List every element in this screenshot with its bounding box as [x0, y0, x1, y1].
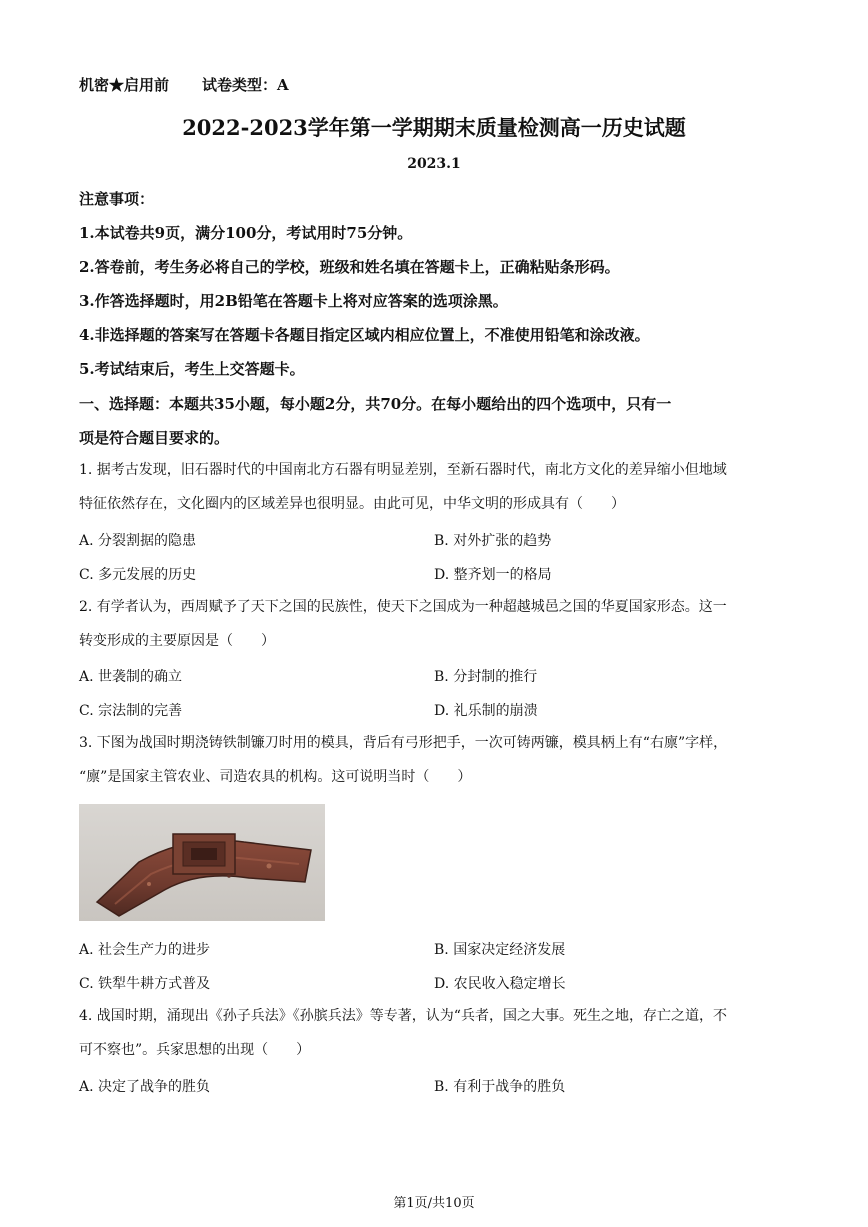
paper-type: 试卷类型：A: [202, 76, 289, 94]
notes-heading: 注意事项：: [79, 190, 155, 208]
question-1-option-d: D. 整齐划一的格局: [434, 567, 552, 583]
section-heading-cont: 项是符合题目要求的。: [79, 429, 230, 447]
question-3-option-a: A. 社会生产力的进步: [79, 942, 211, 958]
question-3-line-1: 3. 下图为战国时期浇铸铁制镰刀时用的模具，背后有弓形把手，一次可铸两镰，模具柄上有“右廪”字样，: [79, 735, 728, 751]
question-2-option-a: A. 世袭制的确立: [79, 669, 183, 685]
question-3-line-2: “廪”是国家主管农业、司造农具的机构。这可说明当时（ ）: [79, 769, 472, 785]
question-1-line-2: 特征依然存在，文化圈内的区域差异也很明显。由此可见，中华文明的形成具有（ ）: [79, 496, 625, 512]
exam-date: 2023.1: [407, 156, 461, 172]
question-3-option-b: B. 国家决定经济发展: [434, 942, 566, 958]
note-item: 1.本试卷共9页，满分100分，考试用时75分钟。: [79, 224, 413, 242]
question-1-option-b: B. 对外扩张的趋势: [434, 533, 552, 549]
question-4-line-2: 可不察也”。兵家思想的出现（ ）: [79, 1042, 311, 1058]
section-heading: 一、选择题：本题共35小题，每小题2分，共70分。在每小题给出的四个选项中，只有一: [79, 395, 672, 413]
note-item: 5.考试结束后，考生上交答题卡。: [79, 360, 305, 378]
question-4-line-1: 4. 战国时期，涌现出《孙子兵法》《孙膑兵法》等专著，认为“兵者，国之大事。死生之地，存亡之道，不: [79, 1008, 727, 1024]
sickle-mold-photo: [79, 804, 325, 921]
question-3-option-c: C. 铁犁牛耕方式普及: [79, 976, 211, 992]
question-1-line-1: 1. 据考古发现，旧石器时代的中国南北方石器有明显差别，至新石器时代，南北方文化的差异缩小但地域: [79, 462, 727, 478]
question-2-option-b: B. 分封制的推行: [434, 669, 538, 685]
question-2-line-1: 2. 有学者认为，西周赋予了天下之国的民族性，使天下之国成为一种超越城邑之国的华夏国家形态。这一: [79, 599, 727, 615]
question-2-option-d: D. 礼乐制的崩溃: [434, 703, 538, 719]
question-4-option-a: A. 决定了战争的胜负: [79, 1079, 211, 1095]
question-2-option-c: C. 宗法制的完善: [79, 703, 183, 719]
secret-label: 机密★启用前: [79, 76, 170, 94]
question-3-option-d: D. 农民收入稳定增长: [434, 976, 566, 992]
page-title: 2022-2023学年第一学期期末质量检测高一历史试题: [182, 115, 686, 140]
question-2-line-2: 转变形成的主要原因是（ ）: [79, 633, 275, 649]
note-item: 2.答卷前，考生务必将自己的学校，班级和姓名填在答题卡上，正确粘贴条形码。: [79, 258, 620, 276]
question-1-option-a: A. 分裂割据的隐患: [79, 533, 197, 549]
page-number: 第1页/共10页: [393, 1196, 475, 1211]
question-4-option-b: B. 有利于战争的胜负: [434, 1079, 566, 1095]
note-item: 3.作答选择题时，用2B铅笔在答题卡上将对应答案的选项涂黑。: [79, 292, 508, 310]
sickle-mold-illustration: [79, 804, 325, 921]
question-1-option-c: C. 多元发展的历史: [79, 567, 197, 583]
note-item: 4.非选择题的答案写在答题卡各题目指定区域内相应位置上，不准使用铅笔和涂改液。: [79, 326, 650, 344]
